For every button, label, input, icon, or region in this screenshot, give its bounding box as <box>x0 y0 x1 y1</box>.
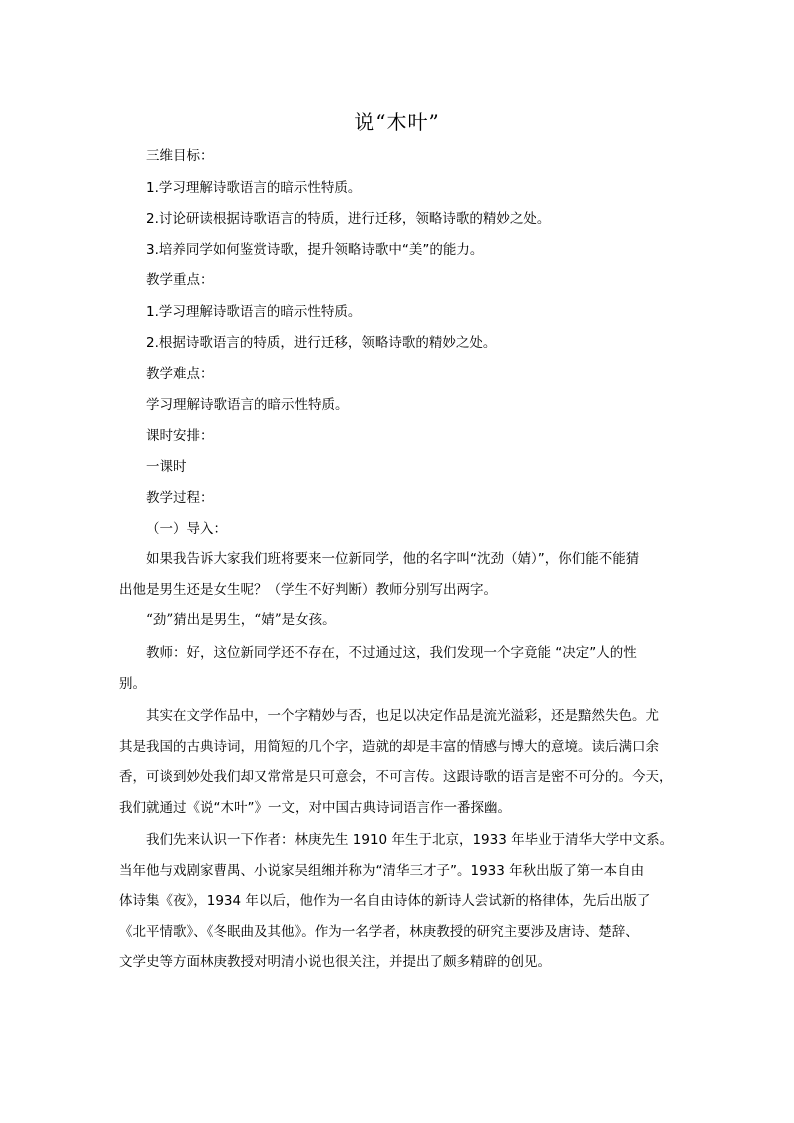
heading-objectives: 三维目标： <box>146 148 214 164</box>
schedule-value: 一课时 <box>146 459 187 475</box>
heading-key-points: 教学重点： <box>146 272 214 288</box>
paragraph-line: 如果我告诉大家我们班将要来一位新同学，他的名字叫“沈劲（婧）”，你们能不能猜 <box>146 551 640 567</box>
paragraph-line: 《北平情歌》、《冬眠曲及其他》。作为一名学者，林庚教授的研究主要涉及唐诗、楚辞、 <box>119 923 639 940</box>
heading-difficulties: 教学难点： <box>146 366 214 382</box>
paragraph-author <box>119 825 687 978</box>
objective-item-1: 1.学习理解诗歌语言的暗示性特质。 <box>146 180 362 196</box>
difficulty-item: 学习理解诗歌语言的暗示性特质。 <box>146 397 349 413</box>
heading-schedule: 课时安排： <box>146 428 214 444</box>
paragraph-line: 其实在文学作品中，一个字精妙与否，也足以决定作品是流光溢彩，还是黯然失色。尤 <box>146 708 659 724</box>
objective-item-3: 3.培养同学如何鉴赏诗歌，提升领略诗歌中“美”的能力。 <box>146 242 484 258</box>
paragraph-line: 我们先来认识一下作者：林庚先生 1910 年生于北京，1933 年毕业于清华大学中文系。 <box>146 832 674 848</box>
paragraph-guess <box>119 605 687 636</box>
key-point-item-1: 1.学习理解诗歌语言的暗示性特质。 <box>146 304 362 320</box>
paragraph-line: 我们就通过《说“木叶”》一文，对中国古典诗词语言作一番探幽。 <box>119 799 511 816</box>
paragraph-line: 教师：好，这位新同学还不存在，不过通过这，我们发现一个字竟能 “决定”人的性 <box>146 645 637 661</box>
objective-item-2: 2.讨论研读根据诗歌语言的特质，进行迁移，领略诗歌的精妙之处。 <box>146 211 551 227</box>
section-intro-heading: （一）导入： <box>146 521 227 537</box>
key-point-item-2: 2.根据诗歌语言的特质，进行迁移，领略诗歌的精妙之处。 <box>146 335 497 351</box>
document-title: 说“木叶” <box>354 110 440 134</box>
paragraph-line: 别。 <box>119 675 146 692</box>
heading-process: 教学过程： <box>146 490 214 506</box>
paragraph-line: 香，可谈到妙处我们却又常常是只可意会，不可言传。这跟诗歌的语言是密不可分的。今天， <box>119 769 673 785</box>
paragraph-teacher <box>119 638 687 699</box>
paragraph-line: 文学史等方面林庚教授对明清小说也很关注，并提出了颇多精辟的创见。 <box>119 954 551 970</box>
paragraph-line: “劲”猜出是男生，“婧”是女孩。 <box>146 612 336 628</box>
paragraph-line: 出他是男生还是女生呢？（学生不好判断）教师分别写出两字。 <box>119 581 497 598</box>
paragraph-intro <box>119 544 687 605</box>
paragraph-line: 其是我国的古典诗词，用简短的几个字，造就的却是丰富的情感与博大的意境。读后满口余 <box>119 738 659 755</box>
paragraph-literature <box>119 701 687 823</box>
paragraph-line: 体诗集《夜》，1934 年以后，他作为一名自由诗体的新诗人尝试新的格律体，先后出版了 <box>119 893 651 909</box>
paragraph-line: 当年他与戏剧家曹禺、小说家吴组缃并称为“清华三才子”。1933 年秋出版了第一本自由 <box>119 862 645 879</box>
